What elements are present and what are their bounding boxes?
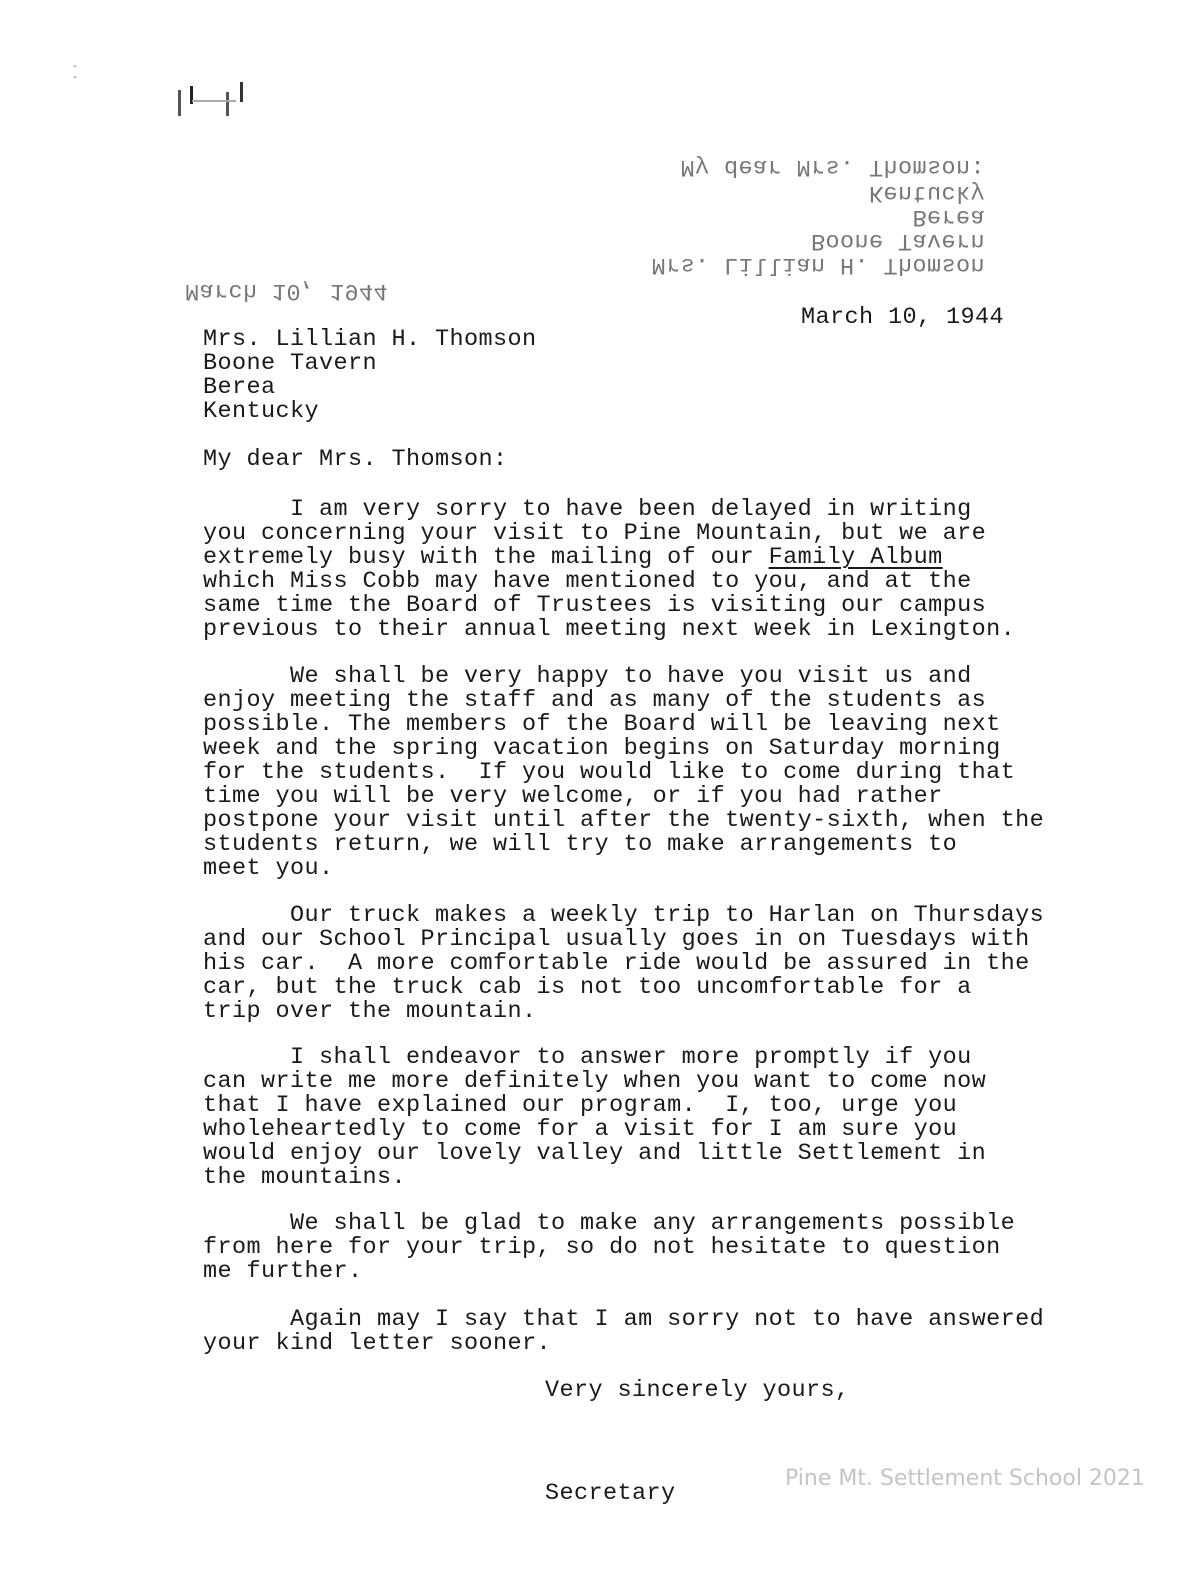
text-line: Again may I say that I am sorry not to have answered bbox=[203, 1306, 1045, 1333]
mirrored-ink-offset bbox=[185, 152, 985, 302]
paragraph-3 bbox=[203, 904, 1044, 1024]
text-line: time you will be very welcome, or if you had rather bbox=[203, 783, 943, 810]
offset-address-line: Boone Tavern bbox=[810, 227, 985, 254]
address-line: Boone Tavern bbox=[203, 350, 378, 377]
address-line: Berea bbox=[203, 374, 276, 401]
text-line: for the students. If you would like to come during that bbox=[203, 759, 1016, 786]
text-line: students return, we will try to make arrangements to bbox=[203, 831, 958, 858]
offset-address-line: Mrs. Lillian H. Thomson bbox=[651, 251, 985, 278]
text-line: I am very sorry to have been delayed in writing bbox=[203, 496, 972, 523]
text-line: enjoy meeting the staff and as many of the students as bbox=[203, 687, 987, 714]
text-line: week and the spring vacation begins on Saturday morning bbox=[203, 735, 1001, 762]
text-line: Our truck makes a weekly trip to Harlan on Thursdays bbox=[203, 902, 1045, 929]
text-line: We shall be very happy to have you visit us and bbox=[203, 663, 972, 690]
offset-date: March 10, 1944 bbox=[185, 277, 389, 304]
text-line: and our School Principal usually goes in on Tuesdays with bbox=[203, 926, 1030, 953]
signature-title: Secretary bbox=[545, 1480, 676, 1507]
text-line bbox=[203, 546, 1015, 570]
offset-salutation: My dear Mrs. Thomson: bbox=[680, 153, 985, 180]
text-line: can write me more definitely when you want to come now bbox=[203, 1068, 987, 1095]
text-line: wholeheartedly to come for a visit for I am sure you bbox=[203, 1116, 958, 1143]
text-line: would enjoy our lovely valley and little Settlement in bbox=[203, 1140, 987, 1167]
text-line: I shall endeavor to answer more promptly if you bbox=[203, 1044, 972, 1071]
text-line: trip over the mountain. bbox=[203, 998, 537, 1025]
text-line: that I have explained our program. I, too, urge you bbox=[203, 1092, 958, 1119]
text-line: the mountains. bbox=[203, 1164, 407, 1191]
text-line: meet you. bbox=[203, 855, 334, 882]
text-line: me further. bbox=[203, 1258, 363, 1285]
margin-mark: - - bbox=[72, 62, 79, 84]
text-line: postpone your visit until after the twenty-sixth, when the bbox=[203, 807, 1045, 834]
family-album-title: Family Album bbox=[768, 544, 943, 571]
letter-date: March 10, 1944 bbox=[801, 304, 1005, 331]
offset-address-line: Berea bbox=[912, 203, 985, 230]
text-line: you concerning your visit to Pine Mountain, but we are bbox=[203, 520, 987, 547]
offset-address-line: Kentucky bbox=[868, 179, 985, 206]
handwritten-mark bbox=[172, 78, 252, 138]
text-line: car, but the truck cab is not too uncomfortable for a bbox=[203, 974, 972, 1001]
paragraph-5 bbox=[203, 1212, 1015, 1284]
text-line: same time the Board of Trustees is visiting our campus bbox=[203, 592, 987, 619]
paragraph-1 bbox=[203, 498, 1015, 642]
text-segment: extremely busy with the mailing of our bbox=[203, 544, 769, 571]
salutation: My dear Mrs. Thomson: bbox=[203, 446, 508, 473]
recipient-address bbox=[203, 328, 537, 424]
text-line: his car. A more comfortable ride would be assured in the bbox=[203, 950, 1030, 977]
paragraph-6 bbox=[203, 1308, 1044, 1356]
address-line: Mrs. Lillian H. Thomson bbox=[203, 326, 537, 353]
text-line: previous to their annual meeting next week in Lexington. bbox=[203, 616, 1016, 643]
text-line: We shall be glad to make any arrangements possible bbox=[203, 1210, 1016, 1237]
paragraph-4 bbox=[203, 1046, 986, 1190]
text-line: your kind letter sooner. bbox=[203, 1330, 552, 1357]
address-line: Kentucky bbox=[203, 398, 320, 425]
watermark: Pine Mt. Settlement School 2021 bbox=[785, 1466, 1145, 1491]
text-line: which Miss Cobb may have mentioned to you, and at the bbox=[203, 568, 972, 595]
text-line: from here for your trip, so do not hesitate to question bbox=[203, 1234, 1001, 1261]
text-line: possible. The members of the Board will be leaving next bbox=[203, 711, 1001, 738]
paragraph-2 bbox=[203, 665, 1044, 881]
closing: Very sincerely yours, bbox=[545, 1377, 850, 1404]
